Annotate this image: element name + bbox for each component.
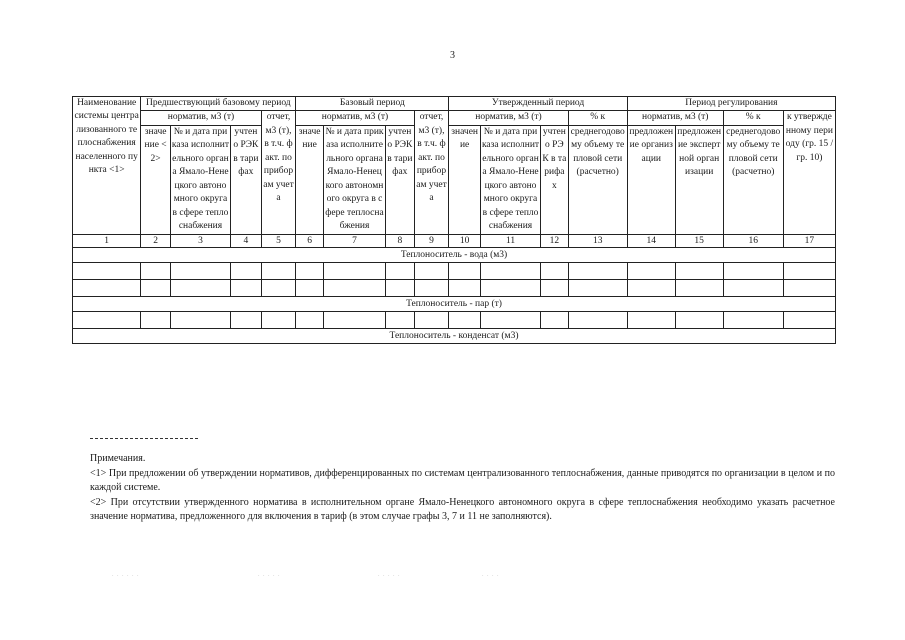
notes-separator	[90, 438, 198, 439]
empty-cell	[231, 262, 262, 279]
column-number: 1	[73, 234, 141, 247]
cell-record-previous: учтено РЭК в тарифах	[231, 125, 262, 234]
cell-order-approved: № и дата приказа исполнительного органа Ямало-Ненецкого автономного округа в сфере теплоснабжения	[480, 125, 540, 234]
empty-cell	[386, 279, 415, 296]
section-steam-row	[73, 296, 836, 311]
header-group-regulation: Период регулирования	[627, 97, 835, 111]
empty-cell	[783, 262, 835, 279]
empty-cell	[296, 279, 324, 296]
cell-record-approved: учтено РЭК в тарифах	[541, 125, 569, 234]
cell-value-note: значение <2>	[141, 125, 171, 234]
cell-value-base: значение	[296, 125, 324, 234]
empty-cell	[231, 311, 262, 328]
header-norm-regulation: норматив, м3 (т)	[627, 111, 723, 125]
empty-cell	[323, 279, 385, 296]
section-water-row	[73, 247, 836, 262]
column-number: 6	[296, 234, 324, 247]
column-number: 9	[414, 234, 449, 247]
empty-cell	[627, 311, 675, 328]
empty-cell	[627, 262, 675, 279]
blank-row	[73, 279, 836, 296]
page-number: 3	[450, 50, 455, 61]
header-norm-approved: норматив, м3 (т)	[449, 111, 568, 125]
scan-artifact: . . . . .	[258, 572, 281, 578]
norms-table	[72, 96, 836, 344]
empty-cell	[73, 279, 141, 296]
column-number: 5	[261, 234, 296, 247]
header-group-previous: Предшествующий базовому период	[141, 97, 296, 111]
column-number: 8	[386, 234, 415, 247]
empty-cell	[449, 262, 481, 279]
column-number: 13	[568, 234, 627, 247]
column-number: 3	[170, 234, 230, 247]
header-row-1	[73, 97, 836, 111]
empty-cell	[480, 279, 540, 296]
header-report-previous: отчет, м3 (т), в т.ч. факт. по приборам учета	[261, 111, 296, 234]
empty-cell	[541, 279, 569, 296]
empty-cell	[141, 279, 171, 296]
header-row-2	[73, 111, 836, 125]
empty-cell	[480, 311, 540, 328]
header-percent-approved: % к	[568, 111, 627, 125]
empty-cell	[141, 311, 171, 328]
header-group-base: Базовый период	[296, 97, 449, 111]
empty-cell	[170, 311, 230, 328]
column-number: 10	[449, 234, 481, 247]
empty-cell	[386, 311, 415, 328]
empty-cell	[675, 279, 723, 296]
header-to-approved: к утвержденному периоду (гр. 15 / гр. 10)	[783, 111, 835, 234]
scan-artifact: . . . .	[482, 572, 500, 578]
section-steam: Теплоноситель - пар (т)	[73, 296, 836, 311]
empty-cell	[783, 279, 835, 296]
empty-cell	[449, 279, 481, 296]
empty-cell	[568, 262, 627, 279]
empty-cell	[231, 279, 262, 296]
column-number: 12	[541, 234, 569, 247]
column-number: 4	[231, 234, 262, 247]
column-number-row	[73, 234, 836, 247]
empty-cell	[386, 262, 415, 279]
cell-avg-approved: среднегодовому объему тепловой сети (расчетно)	[568, 125, 627, 234]
empty-cell	[261, 262, 296, 279]
empty-cell	[783, 311, 835, 328]
column-number: 14	[627, 234, 675, 247]
empty-cell	[723, 311, 783, 328]
header-percent-regulation: % к	[723, 111, 783, 125]
header-system-name: Наименование системы централизованного теплоснабжения населенного пункта <1>	[73, 97, 141, 235]
column-number: 15	[675, 234, 723, 247]
empty-cell	[296, 262, 324, 279]
scan-artifact: . . . . .	[378, 572, 401, 578]
cell-order-previous: № и дата приказа исполнительного органа Ямало-Ненецкого автономного округа в сфере теплоснабжения	[170, 125, 230, 234]
empty-cell	[73, 262, 141, 279]
empty-cell	[568, 311, 627, 328]
cell-value-approved: значение	[449, 125, 481, 234]
empty-cell	[170, 262, 230, 279]
empty-cell	[627, 279, 675, 296]
empty-cell	[141, 262, 171, 279]
empty-cell	[261, 311, 296, 328]
empty-cell	[723, 279, 783, 296]
header-norm-base: норматив, м3 (т)	[296, 111, 414, 125]
empty-cell	[170, 279, 230, 296]
empty-cell	[414, 311, 449, 328]
notes-block	[90, 452, 835, 525]
empty-cell	[675, 311, 723, 328]
section-water: Теплоноситель - вода (м3)	[73, 247, 836, 262]
cell-record-base: учтено РЭК в тарифах	[386, 125, 415, 234]
empty-cell	[261, 279, 296, 296]
empty-cell	[73, 311, 141, 328]
section-condensate: Теплоноситель - конденсат (м3)	[73, 328, 836, 343]
empty-cell	[480, 262, 540, 279]
blank-row	[73, 311, 836, 328]
column-number: 17	[783, 234, 835, 247]
note-1: <1> При предложении об утверждении нормативов, дифференцированных по системам централизованного теплоснабжения, данные приводятся по организации в целом и по каждой системе.	[90, 467, 835, 493]
empty-cell	[568, 279, 627, 296]
empty-cell	[296, 311, 324, 328]
section-condensate-row	[73, 328, 836, 343]
empty-cell	[414, 262, 449, 279]
empty-cell	[323, 311, 385, 328]
empty-cell	[675, 262, 723, 279]
cell-avg-regulation: среднегодовому объему тепловой сети (расчетно)	[723, 125, 783, 234]
empty-cell	[323, 262, 385, 279]
scan-artifact: . . . . . .	[112, 572, 140, 578]
blank-row	[73, 262, 836, 279]
column-number: 7	[323, 234, 385, 247]
empty-cell	[541, 262, 569, 279]
empty-cell	[414, 279, 449, 296]
empty-cell	[449, 311, 481, 328]
notes-title: Примечания.	[90, 453, 146, 464]
column-number: 16	[723, 234, 783, 247]
header-row-3	[73, 125, 836, 234]
empty-cell	[723, 262, 783, 279]
note-2: <2> При отсутствии утвержденного норматива в исполнительном органе Ямало-Ненецкого автономного округа в сфере теплоснабжения необходимо указать расчетное значение норматива, предложенного для включения в тариф (в этом случае графы 3, 7 и 11 не заполняются).	[90, 496, 835, 522]
header-report-base: отчет, м3 (т), в т.ч. факт. по приборам учета	[414, 111, 449, 234]
cell-proposal-org: предложение организации	[627, 125, 675, 234]
header-norm-previous: норматив, м3 (т)	[141, 111, 261, 125]
header-group-approved: Утвержденный период	[449, 97, 627, 111]
cell-order-base: № и дата приказа исполнительного органа Ямало-Ненецкого автономного округа в сфере теплоснабжения	[323, 125, 385, 234]
empty-cell	[541, 311, 569, 328]
column-number: 2	[141, 234, 171, 247]
cell-proposal-expert: предложение экспертной организации	[675, 125, 723, 234]
column-number: 11	[480, 234, 540, 247]
